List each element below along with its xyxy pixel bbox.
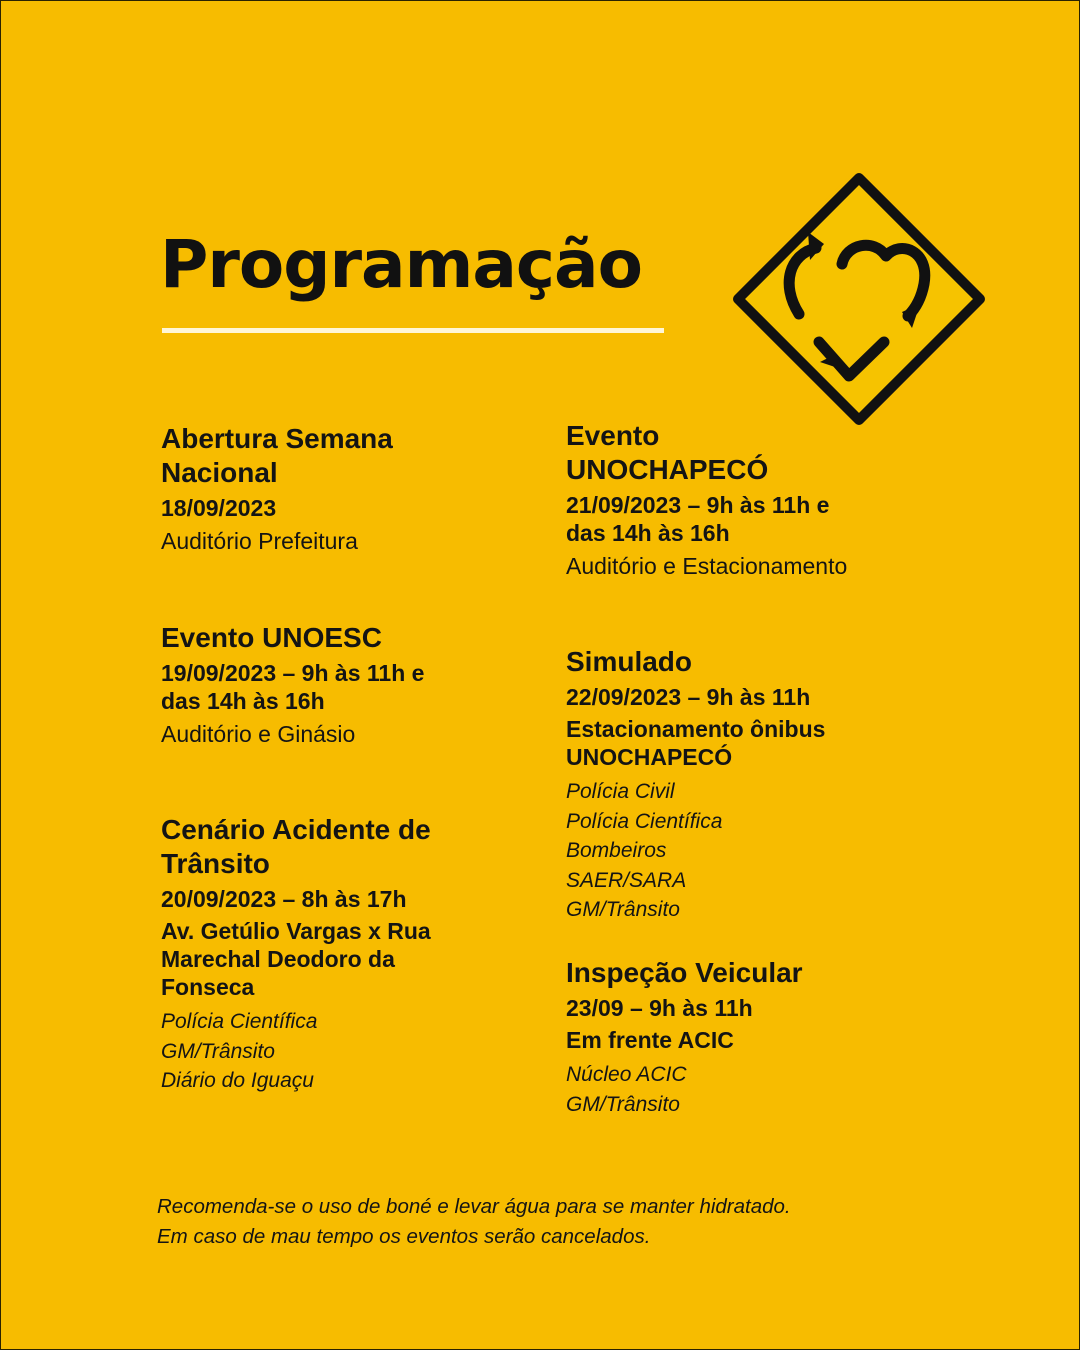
event-date: 19/09/2023 – 9h às 11h e das 14h às 16h [161,660,425,714]
event-title: Evento UNOCHAPECÓ [566,420,769,485]
partner-item: Polícia Civil [566,780,675,803]
event-date: 20/09/2023 – 8h às 17h [161,886,407,912]
partner-item: Polícia Científica [161,1010,318,1033]
partner-item: Diário do Iguaçu [161,1069,314,1093]
partner-list [161,1007,501,1096]
partner-item: Polícia Científica [566,809,723,833]
event-title: Inspeção Veicular [566,957,803,988]
note-line: Em caso de mau tempo os eventos serão cancelados. [157,1225,651,1248]
event-place: Auditório e Ginásio [161,721,356,747]
partner-list [566,777,906,925]
title-underline [162,328,664,333]
partner-item: GM/Trânsito [566,898,680,922]
event-date: 22/09/2023 – 9h às 11h [566,684,811,710]
event-simulado [566,645,906,925]
partner-item: Bombeiros [566,839,667,863]
event-place: Em frente ACIC [566,1027,734,1053]
event-title: Simulado [566,646,693,677]
event-inspecao-veicular [566,956,906,1119]
partner-item: GM/Trânsito [161,1039,275,1063]
note-line: Recomenda-se o uso de boné e levar água para se manter hidratado. [157,1195,791,1218]
event-title: Cenário Acidente de Trânsito [161,814,431,879]
partner-item: SAER/SARA [566,868,687,892]
event-date: 18/09/2023 [161,495,277,521]
event-abertura [161,422,501,556]
recycle-heart-road-sign-icon [724,164,994,434]
partner-list [566,1060,906,1119]
page-title: Programação [160,226,642,303]
event-title: Abertura Semana Nacional [161,423,393,488]
event-unoesc [161,621,501,749]
partner-item: GM/Trânsito [566,1092,680,1116]
event-title: Evento UNOESC [161,622,382,653]
event-place: Auditório e Estacionamento [566,553,848,579]
event-date: 21/09/2023 – 9h às 11h e das 14h às 16h [566,492,830,546]
event-date: 23/09 – 9h às 11h [566,995,753,1021]
partner-item: Núcleo ACIC [566,1063,687,1086]
event-place: Estacionamento ônibus UNOCHAPECÓ [566,716,826,770]
event-unochapeco [566,419,906,581]
event-cenario-acidente [161,813,501,1096]
footer-notes [157,1192,791,1252]
event-place: Av. Getúlio Vargas x Rua Marechal Deodoro da Fonseca [161,918,431,1000]
event-place: Auditório Prefeitura [161,528,358,554]
